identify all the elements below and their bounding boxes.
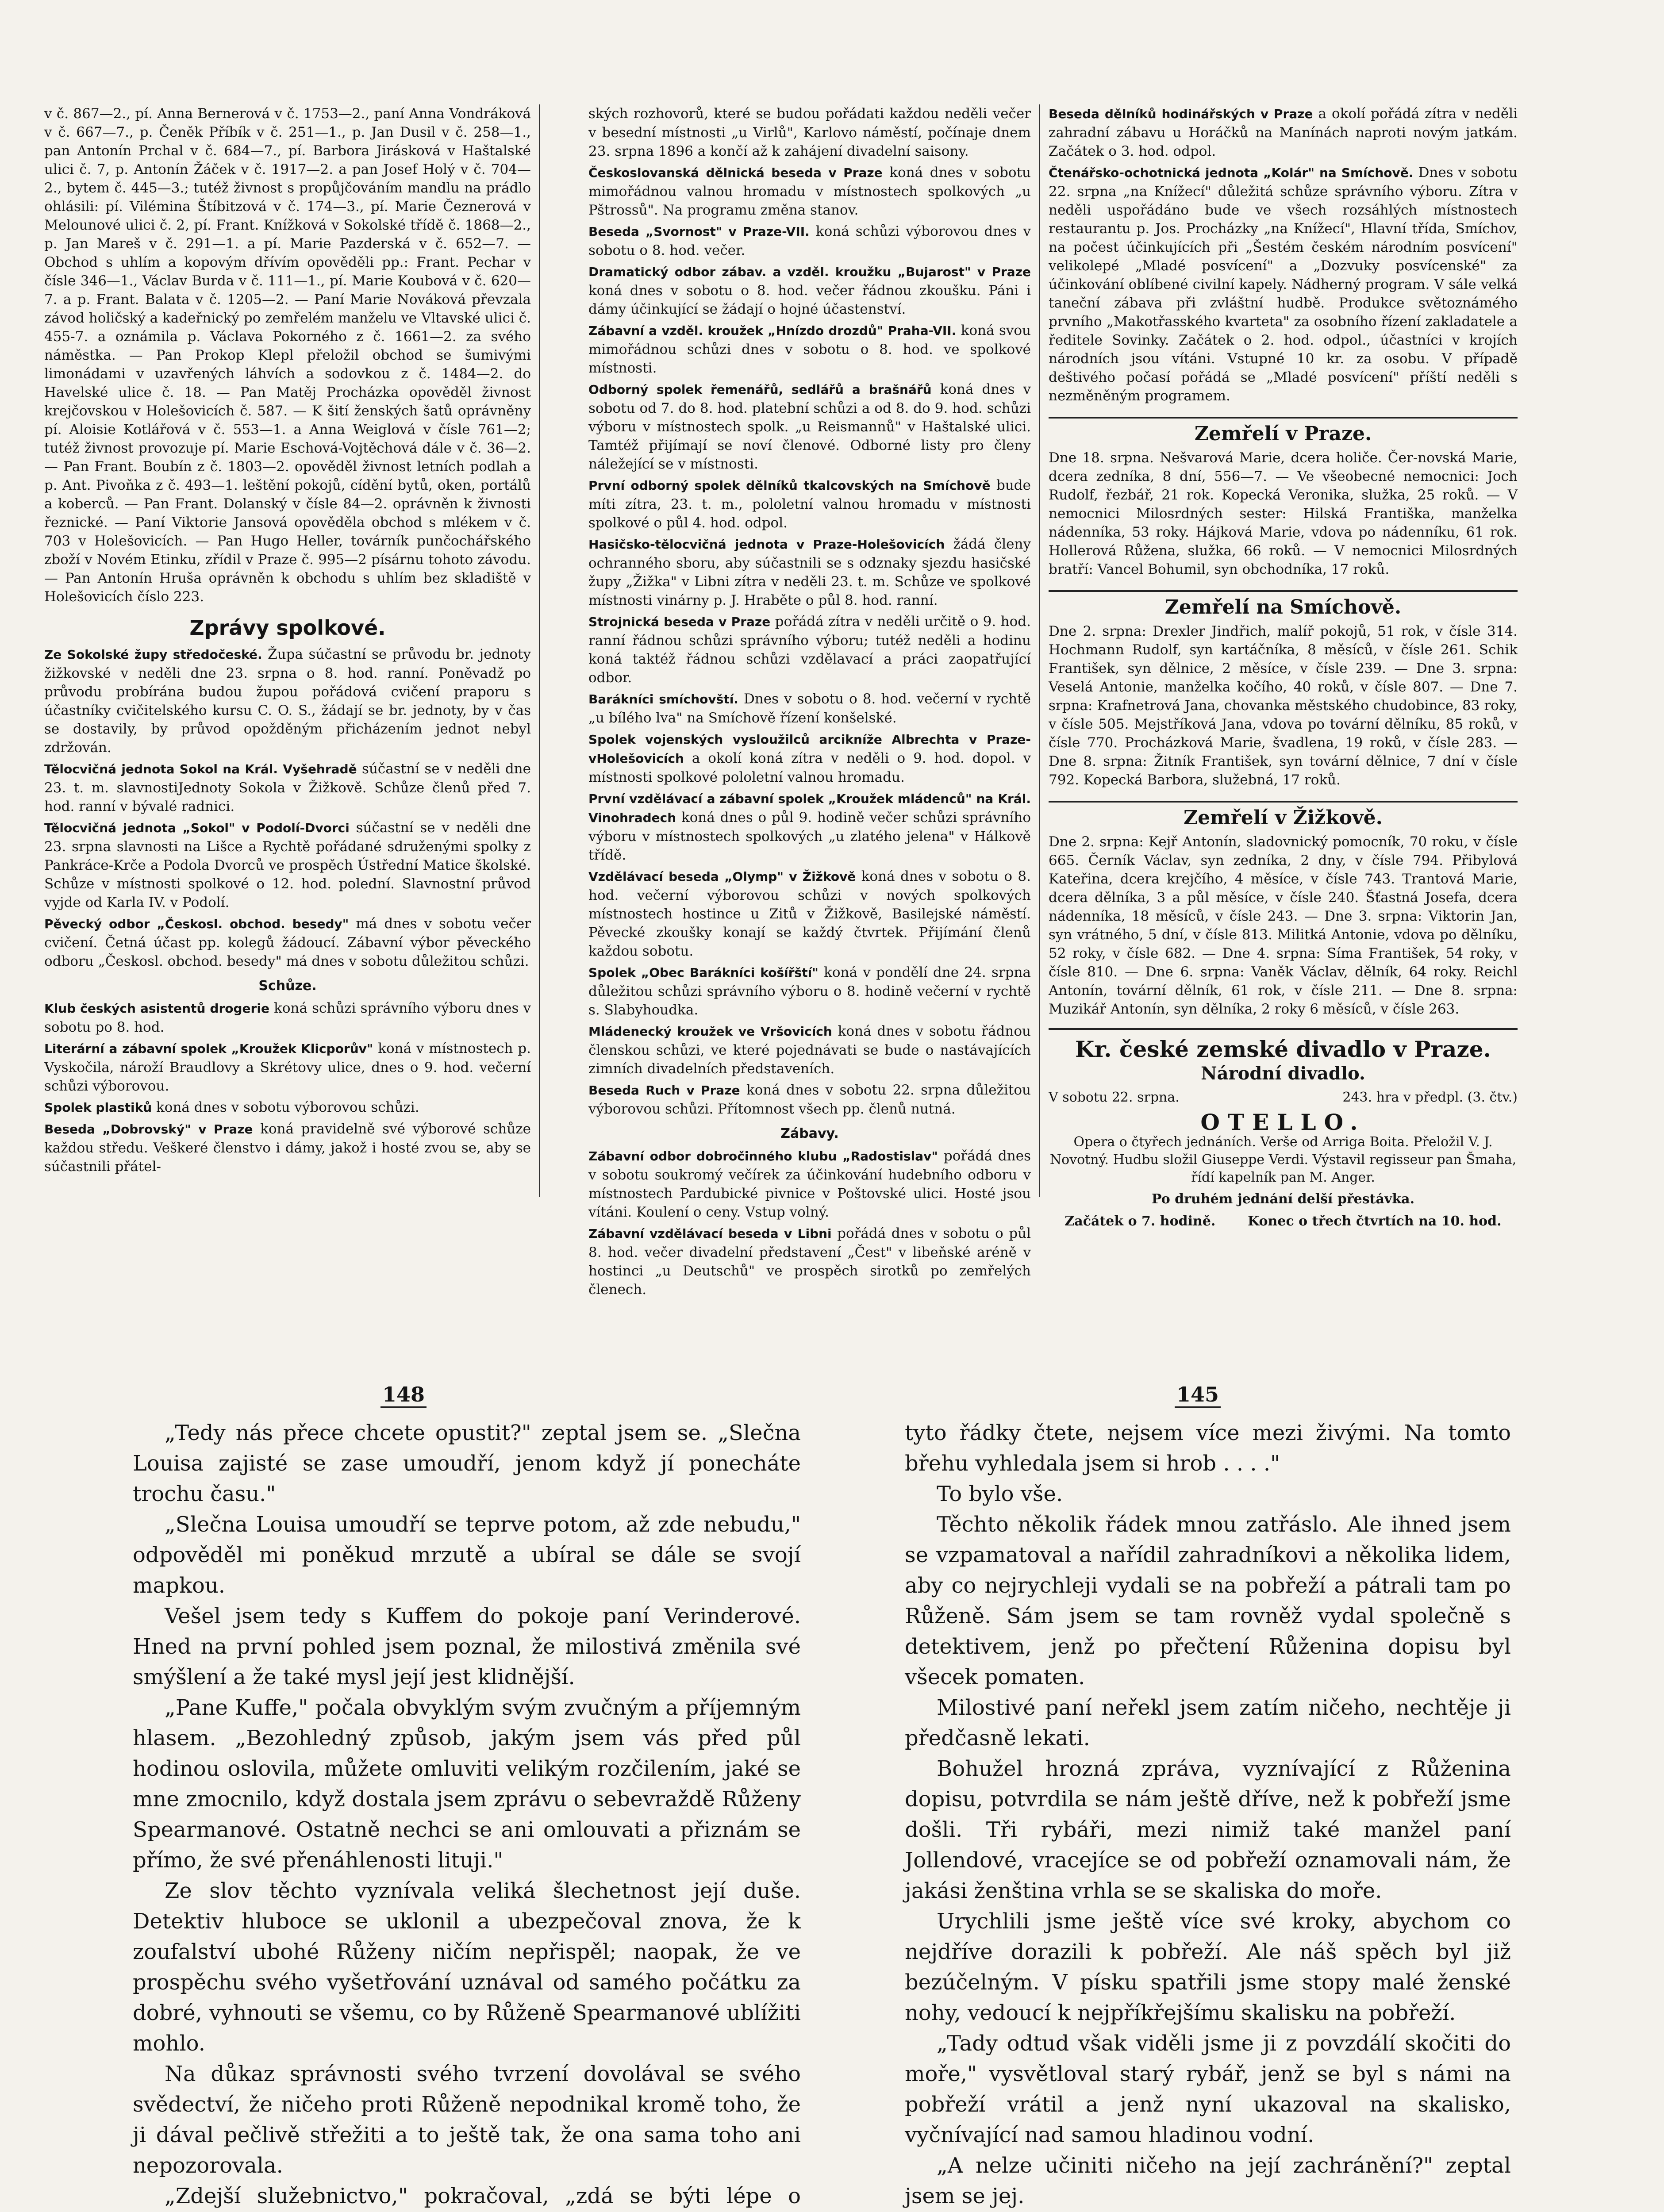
book-paragraph: Milostivé paní neřekl jsem zatím ničeho, nechtěje ji předčasně lekati. <box>905 1695 1511 1751</box>
column-divider <box>1039 104 1040 1197</box>
book-page-number-right: 145 <box>1175 1382 1221 1408</box>
book-paragraph: „A nelze učiniti ničeho na její zachránění?" zeptal jsem se jej. <box>905 2153 1511 2208</box>
theatre-intermission-note: Po druhém jednání delší přestávka. <box>1151 1191 1415 1207</box>
club-notice: ských rozhovorů, které se budou pořádati každou neděli večer v besední místnosti „u Virlů", Karlovo náměstí, počínaje dnem 23. srpna 1896 a končí až k zahájení divadelní saisony. <box>588 106 1031 159</box>
book-page-number-left: 148 <box>380 1382 427 1408</box>
subsection-title-meetings: Schůze. <box>258 978 317 994</box>
column-divider <box>539 104 540 1197</box>
club-notice: Spolek vojenských vysloužilců arcikníže Albrechta v Praze-vHolešovicích a okolí koná zítra v neděli o 9. hod. dopol. v místnosti spolkové pololetní valnou hromadu. <box>588 732 1031 785</box>
deaths-smichov-text: Dne 2. srpna: Drexler Jindřich, malíř pokojů, 51 rok, v čísle 314. Hochmann Rudolf, syn kartáčníka, 8 měsíců, v čísle 261. Schik František, syn dělnice, 2 měsíce, v čísle 239. — Dne 3. srpna: Veselá Antonie, manželka kočího, 40 roků, v čísle 807. — Dne 7. srpna: Krafnetrová Jana, chovanka městského chudobince, 83 roky, v čísle 505. Mejstříková Jana, vdova po tovární dělníku, 85 roků, v čísle 770. Procházková Marie, švadlena, 19 roků, v čísle 283. — Dne 8. srpna: Žitník František, syn tovární dělnice, 7 dní v čísle 792. Kopecká Barbora, služebná, 17 roků. <box>1049 623 1518 788</box>
book-paragraph: „Zdejší služebnictvo," pokračoval, „zdá se býti lépe o <box>165 2184 801 2208</box>
book-paragraph: Vešel jsem tedy s Kuffem do pokoje paní Verinderové. Hned na první pohled jsem poznal, že milostivá změnila své smýšlení a že také mysl její jest klidnější. <box>133 1604 801 1690</box>
club-notice: První vzdělávací a zábavní spolek „Kroužek mládenců" na Král. Vinohradech koná dnes o půl 9. hodině večer schůzi správního výboru v místnostech spolkových „u zlatého jelena" v Hálkově třídě. <box>588 791 1031 863</box>
club-notice: Zábavní a vzděl. kroužek „Hnízdo drozdů" Praha-VII. koná svou mimořádnou schůzi dnes v sobotu o 8. hod. ve spolkové místnosti. <box>588 323 1031 376</box>
theatre-subscription: 243. hra v předpl. (3. čtv.) <box>1342 1090 1518 1105</box>
theatre-listing <box>1049 1028 1518 1231</box>
club-notice: Beseda dělníků hodinářských v Praze a okolí pořádá zítra v neděli zahradní zábavu u Horáčků na Manínách naproti novým jatkám. Začátek o 3. hod. odpol. <box>1049 106 1518 159</box>
book-paragraph: Těchto několik řádek mnou zatřáslo. Ale ihned jsem se vzpamatoval a nařídil zahradníkovi a několika lidem, aby co nejrychleji vydali se na pobřeží a pátrali tam po Růženě. Sám jsem se tam rovněž vydal společně s detektivem, jenž po přečtení Růženina dopisu byl všecek pomaten. <box>905 1512 1511 1690</box>
club-notice: Českoslovanská dělnická beseda v Praze koná dnes v sobotu mimořádnou valnou hromadu v místnostech spolkových „u Pštrossů". Na programu změna stanov. <box>588 165 1031 218</box>
theatre-title: Kr. české zemské divadlo v Praze. <box>1049 1028 1518 1063</box>
club-notice: Barákníci smíchovští. Dnes v sobotu o 8. hod. večerní v rychtě „u bílého lva" na Smíchově řízení konšelské. <box>588 691 1031 726</box>
club-notice: Dramatický odbor zábav. a vzděl. kroužku „Bujarost" v Praze koná dnes v sobotu o 8. hod. večer řádnou zkoušku. Páni i dámy účinkující se žádají o hojné účastenství. <box>588 265 1031 317</box>
club-notice: Strojnická beseda v Praze pořádá zítra v neděli určitě o 9. hod. ranní řádnou schůzi správního výboru; tutéž neděli a hodinu koná taktéž řádnou schůzi vzdělavací a práci zaopatřující odbor. <box>588 614 1031 686</box>
book-page-right <box>905 1418 1511 2212</box>
book-paragraph: Bohužel hrozná zpráva, vyznívající z Růženina dopisu, potvrdila se nám ještě dříve, než k pobřeží jsme došli. Tři rybáři, mezi nimiž také manžel paní Jollendové, vracejíce se od pobřeží oznamovali nám, že jakási ženština vrhla se se skaliska do moře. <box>905 1756 1511 1903</box>
club-notice: Hasičsko-tělocvičná jednota v Praze-Holešovicích žádá členy ochranného sboru, aby súčastnili se s odznaky sjezdu hasičské župy „Žižka" v Libni zítra v neděli 23. t. m. Schůze ve spolkové místnosti vinárny p. J. Hraběte o půl 8. hod. ranní. <box>588 536 1031 608</box>
book-paragraph: „Slečna Louisa umoudří se teprve potom, až zde nebudu," odpověděl mi poněkud mrzutě a ubíral se dále se svojí mapkou. <box>133 1512 801 1598</box>
newspaper-column-2 <box>588 104 1031 1298</box>
book-paragraph: Urychlili jsme ještě více své kroky, abychom co nejdříve dorazili k pobřeží. Ale náš spěch byl již bezúčelným. V písku spatřili jsme stopy malé ženské nohy, vedoucí k nejpříkřejšímu skalisku na pobřeží. <box>905 1909 1511 2025</box>
club-notice: Mládenecký kroužek ve Vršovicích koná dnes v sobotu řádnou členskou schůzi, ve které pojednávati se bude o nastávajících zimních divadelních představeních. <box>588 1023 1031 1077</box>
club-notice: Odborný spolek řemenářů, sedlářů a brašnářů koná dnes v sobotu od 7. do 8. hod. platební schůzi a od 8. do 9. hod. schůzi výboru v místnostech spolk. „u Reismannů" v Haštalské ulici. Tamtéž přijímají se noví členové. Odborné listy pro členy náležející se v místnosti. <box>588 381 1031 472</box>
deaths-zizkov-text: Dne 2. srpna: Kejř Antonín, sladovnický pomocník, 70 roku, v čísle 665. Černík Václav, syn zedníka, 2 dny, v čísle 794. Přibylová Kateřina, dcera krejčího, 4 měsíce, v čísle 743. Trantová Marie, dcera dělníka, 3 a půl měsíce, v čísle 240. Šťastná Josefa, dcera nádenníka, 18 měsíců, v čísle 243. — Dne 3. srpna: Viktorin Jan, syn vrátného, 5 dní, v čísle 813. Militká Antonie, vdova po dělníku, 52 roky, v čísle 682. — Dne 4. srpna: Síma František, 54 roky, v čísle 810. — Dne 6. srpna: Vaněk Václav, dělník, 64 roky. Reichl Antonín, tovární dělník, 61 rok, v čísle 211. — Dne 8. srpna: Muzikář Antonín, syn dělníka, 2 roky 6 měsíců, v čísle 263. <box>1049 834 1518 1017</box>
entertainment-notice: Zábavní vzdělávací beseda v Libni pořádá dnes v sobotu o půl 8. hod. večer divadelní představení „Čest" v libeňské aréně v hostinci „u Deutschů" ve prospěch sirotků po zemřelých členech. <box>588 1225 1031 1298</box>
book-paragraph: „Tedy nás přece chcete opustit?" zeptal jsem se. „Slečna Louisa zajisté se zase umoudří, jenom když jí ponecháte trochu času." <box>133 1421 801 1506</box>
book-page-left <box>133 1418 801 2212</box>
club-notice: Spolek „Obec Barákníci košířští" koná v pondělí dne 24. srpna důležitou schůzi správního výboru o 8. hodině večerní v rychtě s. Slabyhoudka. <box>588 964 1031 1018</box>
deaths-prague-title: Zemřelí v Praze. <box>1049 417 1518 443</box>
entertainment-notice: Zábavní odbor dobročinného klubu „Radostislav" pořádá dnes v sobotu soukromý večírek za účinkování hudebního odboru v místnostech Pardubické pivnice v Poštovské ulici. Hosté jsou vítáni. Koulení o ceny. Vstup volný. <box>588 1148 1031 1220</box>
section-title-club-news: Zprávy spolkové. <box>189 616 386 640</box>
meeting-notice: Beseda „Dobrovský" v Praze koná pravidelně své výborové schůze každou středu. Veškeré členstvo i dámy, jakož i hosté zvou se, aby se súčastnili přátel- <box>44 1121 531 1175</box>
subsection-title-entertainment: Zábavy. <box>780 1126 839 1141</box>
book-paragraph: Ze slov těchto vyznívala veliká šlechetnost její duše. Detektiv hluboce se uklonil a ubezpečoval znova, že k zoufalství ubohé Růženy ničím nepřispěl; naopak, že ve prospěchu svého vyšetřování uznával od samého počátku za dobré, vyhnouti se všemu, co by Růženě Spearmanové ublížiti mohlo. <box>133 1878 801 2056</box>
theatre-subtitle: Národní divadlo. <box>1201 1063 1365 1084</box>
meetings-list <box>44 999 531 1176</box>
theatre-end: Konec o třech čtvrtích na 10. hod. <box>1248 1214 1502 1229</box>
theatre-play-info: Opera o čtyřech jednáních. Verše od Arriga Boita. Přeložil V. J. Novotný. Hudbu složil Giuseppe Verdi. Výstavil regisseur pan Šmaha, řídí kapelník pan M. Anger. <box>1049 1134 1517 1185</box>
club-notice: Pěvecký odbor „Českosl. obchod. besedy" má dnes v sobotu večer cvičení. Četná účast pp. kolegů žádoucí. Zábavní výbor pěveckého odboru „Českosl. obchod. besedy" má dnes v sobotu důležitou schůzi. <box>44 916 531 969</box>
club-notice: Beseda „Svornost" v Praze-VII. koná schůzi výborovou dnes v sobotu o 8. hod. večer. <box>588 223 1031 258</box>
theatre-play-title: OTELLO. <box>1200 1109 1366 1135</box>
meeting-notice: Literární a zábavní spolek „Kroužek Klicporův" koná v místnostech p. Vyskočila, nároží Braudlovy a Skrétovy ulice, dnes o 9. hod. večerní schůzi výborovou. <box>44 1041 531 1094</box>
book-paragraph: Na důkaz správnosti svého tvrzení dovolával se svého svědectví, že ničeho proti Růženě nepodnikal kromě toho, že ji dával pečlivě střežiti a to ještě tak, že ona sama toho ani nepozorovala. <box>133 2062 801 2178</box>
book-paragraph: tyto řádky čtete, nejsem více mezi živými. Na tomto břehu vyhledala jsem si hrob . . . ." <box>905 1421 1511 1476</box>
theatre-date: V sobotu 22. srpna. <box>1049 1090 1180 1105</box>
deaths-smichov-title: Zemřelí na Smíchově. <box>1049 590 1518 617</box>
theatre-date-row <box>1049 1088 1518 1107</box>
theatre-start: Začátek o 7. hodině. <box>1064 1214 1216 1229</box>
newspaper-column-1 <box>44 104 531 1202</box>
meeting-notice: Klub českých asistentů drogerie koná schůzi správního výboru dnes v sobotu po 8. hod. <box>44 1000 531 1035</box>
deaths-prague-text: Dne 18. srpna. Nešvarová Marie, dcera holiče. Čer-novská Marie, dcera zedníka, 8 dní, 556—7. — Ve všeobecné nemocnici: Joch Rudolf, řezbář, 21 rok. Kopecká Veronika, služka, 25 roků. — V nemocnici Milosrdných sester: Hilská Františka, manželka nádenníka, 53 roky. Hájková Marie, vdova po nádenníku, 61 rok. Hollerová Růžena, služka, 66 roků. — V nemocnici Milosrdných bratří: Vancel Bohumil, syn obchodníka, 17 roků. <box>1049 450 1518 577</box>
newspaper-column-3 <box>1049 104 1518 1229</box>
club-notice: Beseda Ruch v Praze koná dnes v sobotu 22. srpna důležitou výborovou schůzi. Přítomnost všech pp. členů nutná. <box>588 1082 1031 1117</box>
club-notice: První odborný spolek dělníků tkalcovských na Smíchově bude míti zítra, 23. t. m., pololetní valnou hromadu v místnosti spolkové o půl 4. hod. odpol. <box>588 477 1031 531</box>
club-notice: Čtenářsko-ochotnická jednota „Kolár" na Smíchově. Dnes v sobotu 22. srpna „na Knížecí" důležitá schůze správního výboru. Zítra v neděli uspořádáno bude ve všech rozsáhlých místnostech restaurantu p. Jos. Procházky „na Knížecí", Hlavní třída, Smíchov, na počest účinkujících při „Šestém českém národním posvícení" velikolepé „Mladé posvícení" a „Dozvuky posvícenské" za účinkování oblíbené civilní kapely. Nádherný program. V sále velká taneční zábava při zvláštní hudbě. Produkce světoznámého prvního „Makotřasského kvarteta" za osobního řízení zakladatele a ředitele Sovinky. Začátek o 2. hod. odpol., účastníci v krojích národních jsou vítáni. Vstupné 10 kr. za osobu. V případě deštivého počasí pořádá se „Mladé posvícení" příští neděli s nezměněným programem. <box>1049 165 1518 404</box>
club-notice: Ze Sokolské župy středočeské. Župa súčastní se průvodu br. jednoty žižkovské v neděli dne 23. srpna o 8. hod. ranní. Poněvadž po průvodu probírána budou župou pořádová cvičení praporu s účastníky cvičitelského kursu C. O. S., žádají se br. jednoty, by v čas se dostavily, by průvod opožděným přicházením jednot nebyl zdržován. <box>44 646 531 756</box>
book-paragraph: „Tady odtud však viděli jsme ji z povzdálí skočiti do moře," vysvětloval starý rybář, jenž se byl s námi na pobřeží vrátil a jenž nyní ukazoval na skalisko, vyčnívající nad samou hladinou vodní. <box>905 2031 1511 2147</box>
club-news-list <box>44 645 531 971</box>
book-paragraph: To bylo vše. <box>937 1482 1063 1506</box>
club-notice: Tělocvičná jednota Sokol na Král. Vyšehradě súčastní se v neděli dne 23. t. m. slavnostiJednoty Sokola v Žižkově. Schůze členů před 7. hod. ranní v bývalé radnici. <box>44 761 531 814</box>
book-paragraph: „Pane Kuffe," počala obvyklým svým zvučným a příjemným hlasem. „Bezohledný způsob, jakým jsem vás před půl hodinou oslovila, můžete omluviti velikým rozčilením, jaké se mne zmocnilo, když dostala jsem zprávu o sebevraždě Růženy Spearmanové. Ostatně nechci se ani omlouvati a přiznám se přímo, že své přenáhlenosti lituji." <box>133 1695 801 1873</box>
club-notice: Tělocvičná jednota „Sokol" v Podolí-Dvorci súčastní se v neděli dne 23. srpna slavnosti na Lišce a Rychtě pořádané sdruženými spolky z Pankráce-Krče a Podola Dvorců ve prospěch Ústřední Matice školské. Schůze v místnosti spolkové o 12. hod. polední. Slavnostní průvod vyjde od Karla IV. v Podolí. <box>44 820 531 910</box>
theatre-times-row <box>1049 1212 1518 1231</box>
club-notice: Vzdělávací beseda „Olymp" v Žižkově koná dnes v sobotu o 8. hod. večerní výborovou schůzi v nových spolkových místnostech hostince u Zitů v Žižkově, Basilejské náměstí. Pěvecké zkoušky konají se každý čtvrtek. Přijímání členů každou sobotu. <box>588 868 1031 959</box>
deaths-zizkov-title: Zemřelí v Žižkově. <box>1049 801 1518 827</box>
meeting-notice: Spolek plastiků koná dnes v sobotu výborovou schůzi. <box>44 1099 419 1115</box>
trade-notices: v č. 867—2., pí. Anna Bernerová v č. 1753—2., paní Anna Vondráková v č. 667—7., p. Čeněk Příbík v č. 251—1., p. Jan Dusil v č. 258—1., pan Antonín Prchal v č. 684—7., pí. Barbora Jirásková v Haštalské ulici č. 7, p. Antonín Žáček v č. 1917—2. a pan Josef Holý v č. 704—2., bytem č. 445—3.; tutéž živnost s propůjčováním mandlu na prádlo ohlásili: pí. Vilémina Štíbitzová v č. 174—3., pí. Marie Čeznerová v Melounové ulici č. 2, pí. Frant. Knížková v Sokolské třídě č. 1868—2., p. Jan Mareš v č. 291—1. a pí. Marie Pazderská v č. 652—7. — Obchod s uhlím a kopovým dřívím opověděli pp.: Frant. Pechar v čísle 346—1., Václav Burda v č. 111—1., pí. Marie Koubová v č. 620—7. a p. Frant. Balata v č. 1205—2. — Paní Marie Nováková převzala závod holičský a kadeřnický po zemřelém manželu ve Vltavské ulici č. 455-7. a oznámila p. Václava Pokorného z č. 1661—2. za svého náměstka. — Pan Prokop Klepl přeložil obchod se šumivými limonádami v uzavřených láhvích a sodovkou z č. 1484—2. do Havelské ulice č. 18. — Pan Matěj Procházka opověděl živnost krejčovskou v Holešovicích č. 587. — K šití ženských šatů oprávněny pí. Aloisie Kotlářová v č. 553—1. a Anna Weiglová v čísle 761—2; tutéž živnost provozuje pí. Marie Eschová-Vojtěchová dále v č. 36—2. — Pan Frant. Boubín z č. 1803—2. opověděl živnost letních podlah a p. Ant. Pivoňka z č. 493—1. leštění pokojů, cídění bytů, oken, portálů a koberců. — Pan Frant. Dolanský v čísle 84—2. oprávněn k živnosti řeznické. — Paní Viktorie Jansová opověděla obchod s mlékem v č. 703 v Holešovicích. — Pan Hugo Heller, továrník punčochářského zboží v Novém Etinku, zřídil v Praze č. 995—2 písárnu tohoto závodu. — Pan Antonín Hruša oprávněn k obchodu s uhlím bez skladiště v Holešovicích číslo 223. <box>44 106 531 605</box>
